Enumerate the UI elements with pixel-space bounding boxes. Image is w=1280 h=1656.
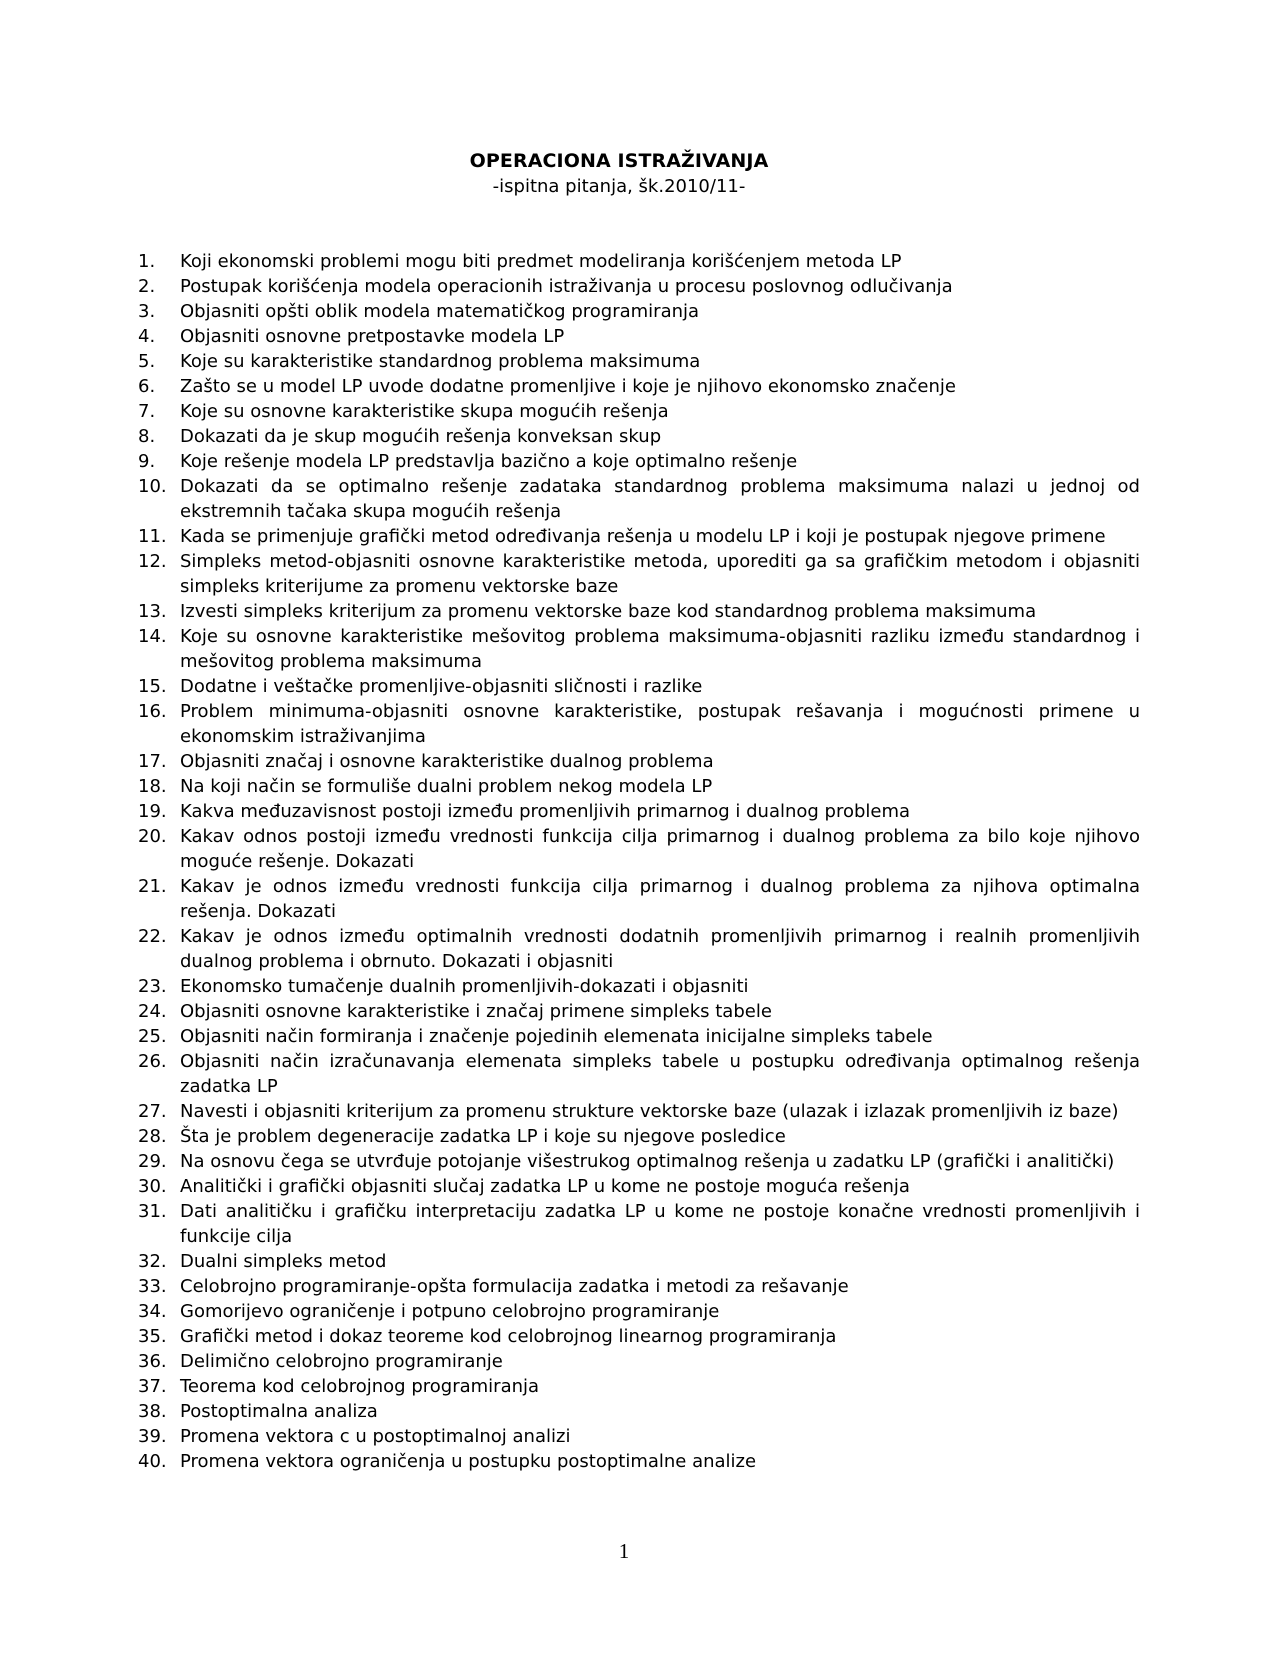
question-text: Postupak korišćenja modela operacionih istraživanja u procesu poslovnog odlučivanja [180, 276, 953, 297]
question-item [138, 299, 1140, 324]
question-text: Postoptimalna analiza [180, 1401, 378, 1422]
document-subtitle: -ispitna pitanja, šk.2010/11- [492, 176, 746, 197]
question-text: Navesti i objasniti kriterijum za promenu strukture vektorske baze (ulazak i izlazak promenljivih iz baze) [180, 1101, 1119, 1122]
question-item [138, 1374, 1140, 1399]
question-number: 11. [138, 526, 167, 547]
question-text: Koje rešenje modela LP predstavlja bazično a koje optimalno rešenje [180, 451, 798, 472]
question-number: 14. [138, 626, 167, 647]
question-text: Kakva međuzavisnost postoji između promenljivih primarnog i dualnog problema [180, 801, 911, 822]
question-number: 1. [138, 251, 156, 272]
question-text: Zašto se u model LP uvode dodatne promenljive i koje je njihovo ekonomsko značenje [180, 376, 956, 397]
question-text: Dokazati da se optimalno rešenje zadataka standardnog problema maksimuma nalazi u jednoj od ekstremnih tačaka skupa mogućih rešenja [180, 476, 1140, 522]
question-item [138, 1449, 1140, 1474]
question-item [138, 749, 1140, 774]
question-text: Objasniti način formiranja i značenje pojedinih elemenata inicijalne simpleks tabele [180, 1026, 933, 1047]
question-item [138, 324, 1140, 349]
question-number: 27. [138, 1101, 167, 1122]
question-item [138, 1274, 1140, 1299]
question-number: 17. [138, 751, 167, 772]
question-item [138, 824, 1140, 874]
question-text: Objasniti osnovne karakteristike i značaj primene simpleks tabele [180, 1001, 772, 1022]
question-text: Objasniti opšti oblik modela matematičkog programiranja [180, 301, 700, 322]
question-text: Koje su osnovne karakteristike skupa mogućih rešenja [180, 401, 669, 422]
question-text: Dati analitičku i grafičku interpretaciju zadatka LP u kome ne postoje konačne vrednosti promenljivih i funkcije cilja [180, 1201, 1140, 1247]
question-item [138, 1124, 1140, 1149]
question-number: 35. [138, 1326, 167, 1347]
question-text: Analitički i grafički objasniti slučaj zadatka LP u kome ne postoje moguća rešenja [180, 1176, 910, 1197]
question-item [138, 699, 1140, 749]
question-item [138, 599, 1140, 624]
question-text: Na osnovu čega se utvrđuje potojanje višestrukog optimalnog rešenja u zadatku LP (grafički i analitički) [180, 1151, 1115, 1172]
question-item [138, 1174, 1140, 1199]
question-item [138, 1424, 1140, 1449]
question-list [138, 249, 1140, 1474]
question-item [138, 999, 1140, 1024]
question-number: 26. [138, 1051, 167, 1072]
question-text: Problem minimuma-objasniti osnovne karakteristike, postupak rešavanja i mogućnosti primene u ekonomskim istraživanjima [180, 701, 1140, 747]
question-item [138, 424, 1140, 449]
question-number: 19. [138, 801, 167, 822]
question-item [138, 1024, 1140, 1049]
question-item [138, 549, 1140, 599]
question-text: Koje su karakteristike standardnog problema maksimuma [180, 351, 701, 372]
question-number: 40. [138, 1451, 167, 1472]
question-text: Gomorijevo ograničenje i potpuno celobrojno programiranje [180, 1301, 720, 1322]
question-text: Promena vektora c u postoptimalnoj analizi [180, 1426, 571, 1447]
question-text: Celobrojno programiranje-opšta formulacija zadatka i metodi za rešavanje [180, 1276, 849, 1297]
question-number: 3. [138, 301, 156, 322]
question-number: 37. [138, 1376, 167, 1397]
question-text: Dualni simpleks metod [180, 1251, 387, 1272]
question-item [138, 799, 1140, 824]
question-item [138, 874, 1140, 924]
question-item [138, 1149, 1140, 1174]
question-number: 28. [138, 1126, 167, 1147]
question-number: 36. [138, 1351, 167, 1372]
page-number: 1 [618, 1539, 630, 1563]
question-item [138, 1049, 1140, 1099]
question-text: Simpleks metod-objasniti osnovne karakteristike metoda, uporediti ga sa grafičkim metodom i objasniti simpleks kriterijume za promenu vektorske baze [180, 551, 1140, 597]
question-number: 24. [138, 1001, 167, 1022]
question-number: 29. [138, 1151, 167, 1172]
question-number: 31. [138, 1201, 167, 1222]
question-number: 5. [138, 351, 156, 372]
question-item [138, 1349, 1140, 1374]
question-item [138, 349, 1140, 374]
question-text: Šta je problem degeneracije zadatka LP i koje su njegove posledice [180, 1126, 786, 1147]
question-item [138, 274, 1140, 299]
question-text: Objasniti način izračunavanja elemenata simpleks tabele u postupku određivanja optimalnog rešenja zadatka LP [180, 1051, 1140, 1097]
question-number: 16. [138, 701, 167, 722]
question-item [138, 974, 1140, 999]
question-text: Na koji način se formuliše dualni problem nekog modela LP [180, 776, 713, 797]
question-text: Koji ekonomski problemi mogu biti predmet modeliranja korišćenjem metoda LP [180, 251, 902, 272]
question-item [138, 474, 1140, 524]
question-number: 25. [138, 1026, 167, 1047]
question-number: 20. [138, 826, 167, 847]
question-text: Koje su osnovne karakteristike mešovitog problema maksimuma-objasniti razliku između standardnog i mešovitog problema maksimuma [180, 626, 1140, 672]
question-number: 12. [138, 551, 167, 572]
question-number: 10. [138, 476, 167, 497]
question-number: 9. [138, 451, 156, 472]
question-number: 23. [138, 976, 167, 997]
question-number: 2. [138, 276, 156, 297]
question-item [138, 774, 1140, 799]
question-text: Dokazati da je skup mogućih rešenja konveksan skup [180, 426, 662, 447]
question-text: Objasniti značaj i osnovne karakteristike dualnog problema [180, 751, 714, 772]
question-item [138, 1399, 1140, 1424]
question-number: 8. [138, 426, 156, 447]
question-number: 18. [138, 776, 167, 797]
question-number: 7. [138, 401, 156, 422]
question-item [138, 1324, 1140, 1349]
question-text: Promena vektora ograničenja u postupku postoptimalne analize [180, 1451, 757, 1472]
question-item [138, 1199, 1140, 1249]
question-item [138, 1099, 1140, 1124]
question-item [138, 1249, 1140, 1274]
question-item [138, 1299, 1140, 1324]
question-number: 6. [138, 376, 156, 397]
question-text: Kada se primenjuje grafički metod određivanja rešenja u modelu LP i koji je postupak njegove primene [180, 526, 1106, 547]
question-text: Kakav odnos postoji između vrednosti funkcija cilja primarnog i dualnog problema za bilo koje njihovo moguće rešenje. Dokazati [180, 826, 1140, 872]
question-item [138, 624, 1140, 674]
question-number: 15. [138, 676, 167, 697]
question-item [138, 249, 1140, 274]
question-number: 32. [138, 1251, 167, 1272]
question-item [138, 674, 1140, 699]
document-title: OPERACIONA ISTRAŽIVANJA [469, 150, 769, 172]
question-text: Kakav je odnos između optimalnih vrednosti dodatnih promenljivih primarnog i realnih promenljivih dualnog problema i obrnuto. Dokazati i objasniti [180, 926, 1140, 972]
question-number: 34. [138, 1301, 167, 1322]
question-item [138, 449, 1140, 474]
question-number: 21. [138, 876, 167, 897]
question-text: Teorema kod celobrojnog programiranja [180, 1376, 540, 1397]
question-text: Objasniti osnovne pretpostavke modela LP [180, 326, 565, 347]
question-number: 13. [138, 601, 167, 622]
question-item [138, 374, 1140, 399]
question-text: Izvesti simpleks kriterijum za promenu vektorske baze kod standardnog problema maksimuma [180, 601, 1037, 622]
question-text: Grafički metod i dokaz teoreme kod celobrojnog linearnog programiranja [180, 1326, 837, 1347]
question-number: 33. [138, 1276, 167, 1297]
question-text: Delimično celobrojno programiranje [180, 1351, 503, 1372]
question-item [138, 399, 1140, 424]
question-number: 22. [138, 926, 167, 947]
question-text: Dodatne i veštačke promenljive-objasniti sličnosti i razlike [180, 676, 703, 697]
question-item [138, 924, 1140, 974]
question-number: 38. [138, 1401, 167, 1422]
question-number: 30. [138, 1176, 167, 1197]
question-item [138, 524, 1140, 549]
question-text: Ekonomsko tumačenje dualnih promenljivih-dokazati i objasniti [180, 976, 749, 997]
question-number: 4. [138, 326, 156, 347]
question-text: Kakav je odnos između vrednosti funkcija cilja primarnog i dualnog problema za njihova optimalna rešenja. Dokazati [180, 876, 1140, 922]
question-number: 39. [138, 1426, 167, 1447]
